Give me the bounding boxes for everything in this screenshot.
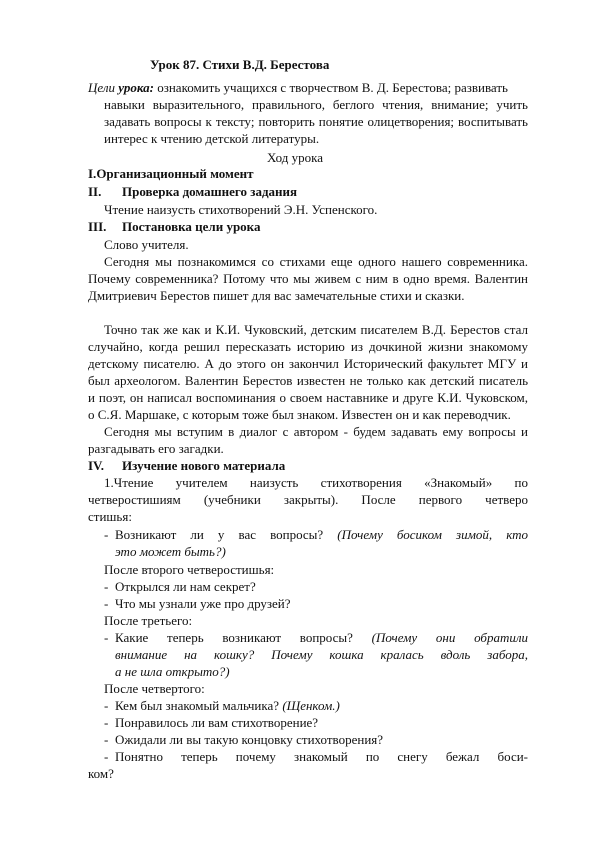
q1-dash: - xyxy=(104,527,109,542)
q5-line xyxy=(115,697,555,714)
q8-line-a: Понятно теперь почему знакомый по снегу бежал боси- xyxy=(115,749,528,764)
section-2-number: II. xyxy=(88,184,102,199)
para3-line-1: разгадывать его загадки. xyxy=(88,441,224,456)
q4-dash: - xyxy=(104,630,109,645)
q1-answer-a: (Почему босиком зимой, кто xyxy=(337,527,528,542)
para2-line-2: детскому писателю. А до этого он закончил Исторический факультет МГУ и xyxy=(88,356,528,371)
section-2-text: Чтение наизусть стихотворений Э.Н. Успенского. xyxy=(104,202,378,217)
section-2-title: Проверка домашнего задания xyxy=(122,184,298,199)
section-1-number: I. xyxy=(88,166,97,181)
goals-first-line xyxy=(88,79,528,96)
para2-line-5: о С.Я. Маршаке, с которым тоже был знаком. Известен он и как переводчик. xyxy=(88,407,511,422)
q4-line xyxy=(115,629,528,646)
q8-line-b: ком? xyxy=(88,766,114,781)
after-second: После второго четверостишья: xyxy=(104,562,275,577)
section-2-heading xyxy=(88,183,528,200)
section-4-number: IV. xyxy=(88,458,105,473)
para1-line-1: Почему современника? Потому что мы живем с ним в одно время. Валентин xyxy=(88,271,528,286)
q4-text: Какие теперь возникают вопросы? xyxy=(115,630,353,645)
q4-answer-a: (Почему они обратили xyxy=(371,630,529,645)
q2-dash: - xyxy=(104,579,109,594)
goals-line-0: ознакомить учащихся с творчеством В. Д. Берестова; развивать xyxy=(157,80,508,95)
goals-line-1: навыки выразительного, правильного, беглого чтения, внимание; учить xyxy=(104,97,528,112)
q7-text: Ожидали ли вы такую концовку стихотворения? xyxy=(115,732,384,747)
q6-text: Понравилось ли вам стихотворение? xyxy=(115,715,319,730)
section-1-title: Организационный момент xyxy=(96,166,254,181)
section-4-heading xyxy=(88,457,528,474)
section-3-number: III. xyxy=(88,219,107,234)
q2-text: Открылся ли нам секрет? xyxy=(115,579,256,594)
section-3-title: Постановка цели урока xyxy=(122,219,261,234)
para1-line-2: Дмитриевич Берестов пишет для вас замечательные стихи и сказки. xyxy=(88,288,465,303)
q4-answer-c: а не шла открыто?) xyxy=(115,664,230,679)
q5-answer: (Щенком.) xyxy=(282,698,340,713)
after-fourth: После четвертого: xyxy=(104,681,205,696)
q1-text: Возникают ли у вас вопросы? xyxy=(115,527,324,542)
study-intro-line-2: стишья: xyxy=(88,509,132,524)
goals-line-3: интерес к чтению детской литературы. xyxy=(104,131,320,146)
q5-dash: - xyxy=(104,698,109,713)
q6-dash: - xyxy=(104,715,109,730)
para3-line-0: Сегодня мы вступим в диалог с автором - будем задавать ему вопросы и xyxy=(104,424,528,439)
q1-answer-b: это может быть?) xyxy=(115,544,226,559)
para2-line-3: был археологом. Валентин Берестов известен не только как детский писатель xyxy=(88,373,528,388)
teacher-word: Слово учителя. xyxy=(104,237,189,252)
study-intro-line-1: четверостишиям (учебники закрыты). После первого четверо xyxy=(88,492,528,507)
section-1-heading xyxy=(88,165,528,182)
goals-label-2: урока: xyxy=(118,80,154,95)
q8-dash: - xyxy=(104,749,109,764)
section-4-title: Изучение нового материала xyxy=(122,458,286,473)
goals-line-2: задавать вопросы к тексту; повторить понятие олицетворения; воспитывать xyxy=(104,114,528,129)
goals-label-1: Цели xyxy=(88,80,116,95)
para2-line-1: случайно, когда решил пересказать историю из дочкиной жизни знакомому xyxy=(88,339,528,354)
study-intro-line-0: 1.Чтение учителем наизусть стихотворения «Знакомый» по xyxy=(104,475,528,490)
para2-line-0: Точно так же как и К.И. Чуковский, детским писателем В.Д. Берестов стал xyxy=(104,322,528,337)
section-3-heading xyxy=(88,218,528,235)
q3-text: Что мы узнали уже про друзей? xyxy=(115,596,291,611)
q1-line xyxy=(115,526,528,543)
q7-dash: - xyxy=(104,732,109,747)
page-title: Урок 87. Стихи В.Д. Берестова xyxy=(150,57,330,72)
after-third: После третьего: xyxy=(104,613,193,628)
para2-line-4: и поэт, он написал воспоминания о своем наставнике и друге К.И. Чуковском, xyxy=(88,390,528,405)
q5-text: Кем был знакомый мальчика? xyxy=(115,698,280,713)
q4-answer-b: внимание на кошку? Почему кошка кралась вдоль забора, xyxy=(115,647,528,662)
para1-line-0: Сегодня мы познакомимся со стихами еще одного нашего современника. xyxy=(104,254,528,269)
lesson-flow-heading: Ход урока xyxy=(267,150,323,165)
q3-dash: - xyxy=(104,596,109,611)
